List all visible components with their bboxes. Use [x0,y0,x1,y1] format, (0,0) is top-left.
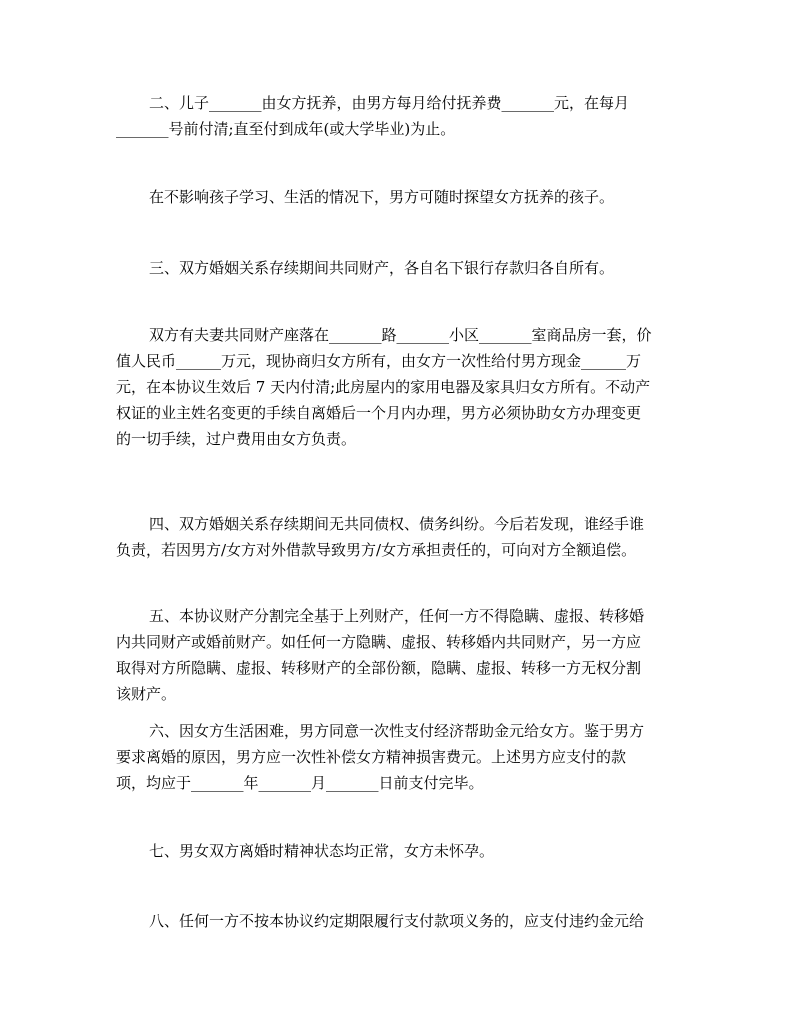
paragraph-custody [116,90,672,142]
text-line: 七、男女双方离婚时精神状态均正常，女方未怀孕。 [149,842,495,860]
paragraph-breach [116,908,672,934]
text-line: 该财产。 [116,685,177,703]
paragraph-visitation [116,184,672,210]
text-line: 取得对方所隐瞒、虚报、转移财产的全部份额，隐瞒、虚报、转移一方无权分割 [116,659,642,677]
text-line: 双方有夫妻共同财产座落在_______路_______小区_______室商品房一套，价 [149,326,652,344]
paragraph-real-estate [116,322,672,452]
paragraph-debts [116,511,672,563]
text-line: 五、本协议财产分割完全基于上列财产，任何一方不得隐瞒、虚报、转移婚 [149,607,645,625]
text-line: 权证的业主姓名变更的手续自离婚后一个月内办理，男方必须协助女方办理变更 [116,404,642,422]
paragraph-financial-aid [116,718,672,796]
paragraph-mental-state [116,838,672,864]
text-line: 二、儿子_______由女方抚养，由男方每月给付抚养费_______元，在每月 [149,94,630,112]
text-line: 六、因女方生活困难，男方同意一次性支付经济帮助金元给女方。鉴于男方 [149,722,645,740]
text-line: 值人民币______万元，现协商归女方所有，由女方一次性给付男方现金______万 [116,352,642,370]
text-line: 八、任何一方不按本协议约定期限履行支付款项义务的，应支付违约金元给 [149,912,645,930]
text-line: _______号前付清;直至付到成年(或大学毕业)为止。 [116,120,456,138]
text-line: 三、双方婚姻关系存续期间共同财产，各自名下银行存款归各自所有。 [149,259,615,277]
text-line: 要求离婚的原因，男方应一次性补偿女方精神损害费元。上述男方应支付的款 [116,748,627,766]
text-line: 四、双方婚姻关系存续期间无共同债权、债务纠纷。今后若发现，谁经手谁 [149,515,645,533]
paragraph-bank-deposits [116,255,672,281]
paragraph-property-division [116,603,672,707]
text-line: 的一切手续，过户费用由女方负责。 [116,430,357,448]
text-line: 项，均应于_______年_______月_______日前支付完毕。 [116,774,484,792]
text-line: 元，在本协议生效后 7 天内付清;此房屋内的家用电器及家具归女方所有。不动产 [116,378,651,396]
text-line: 负责，若因男方/女方对外借款导致男方/女方承担责任的，可向对方全额追偿。 [116,541,637,559]
text-line: 在不影响孩子学习、生活的情况下，男方可随时探望女方抚养的孩子。 [149,188,615,206]
text-line: 内共同财产或婚前财产。如任何一方隐瞒、虚报、转移婚内共同财产，另一方应 [116,633,642,651]
